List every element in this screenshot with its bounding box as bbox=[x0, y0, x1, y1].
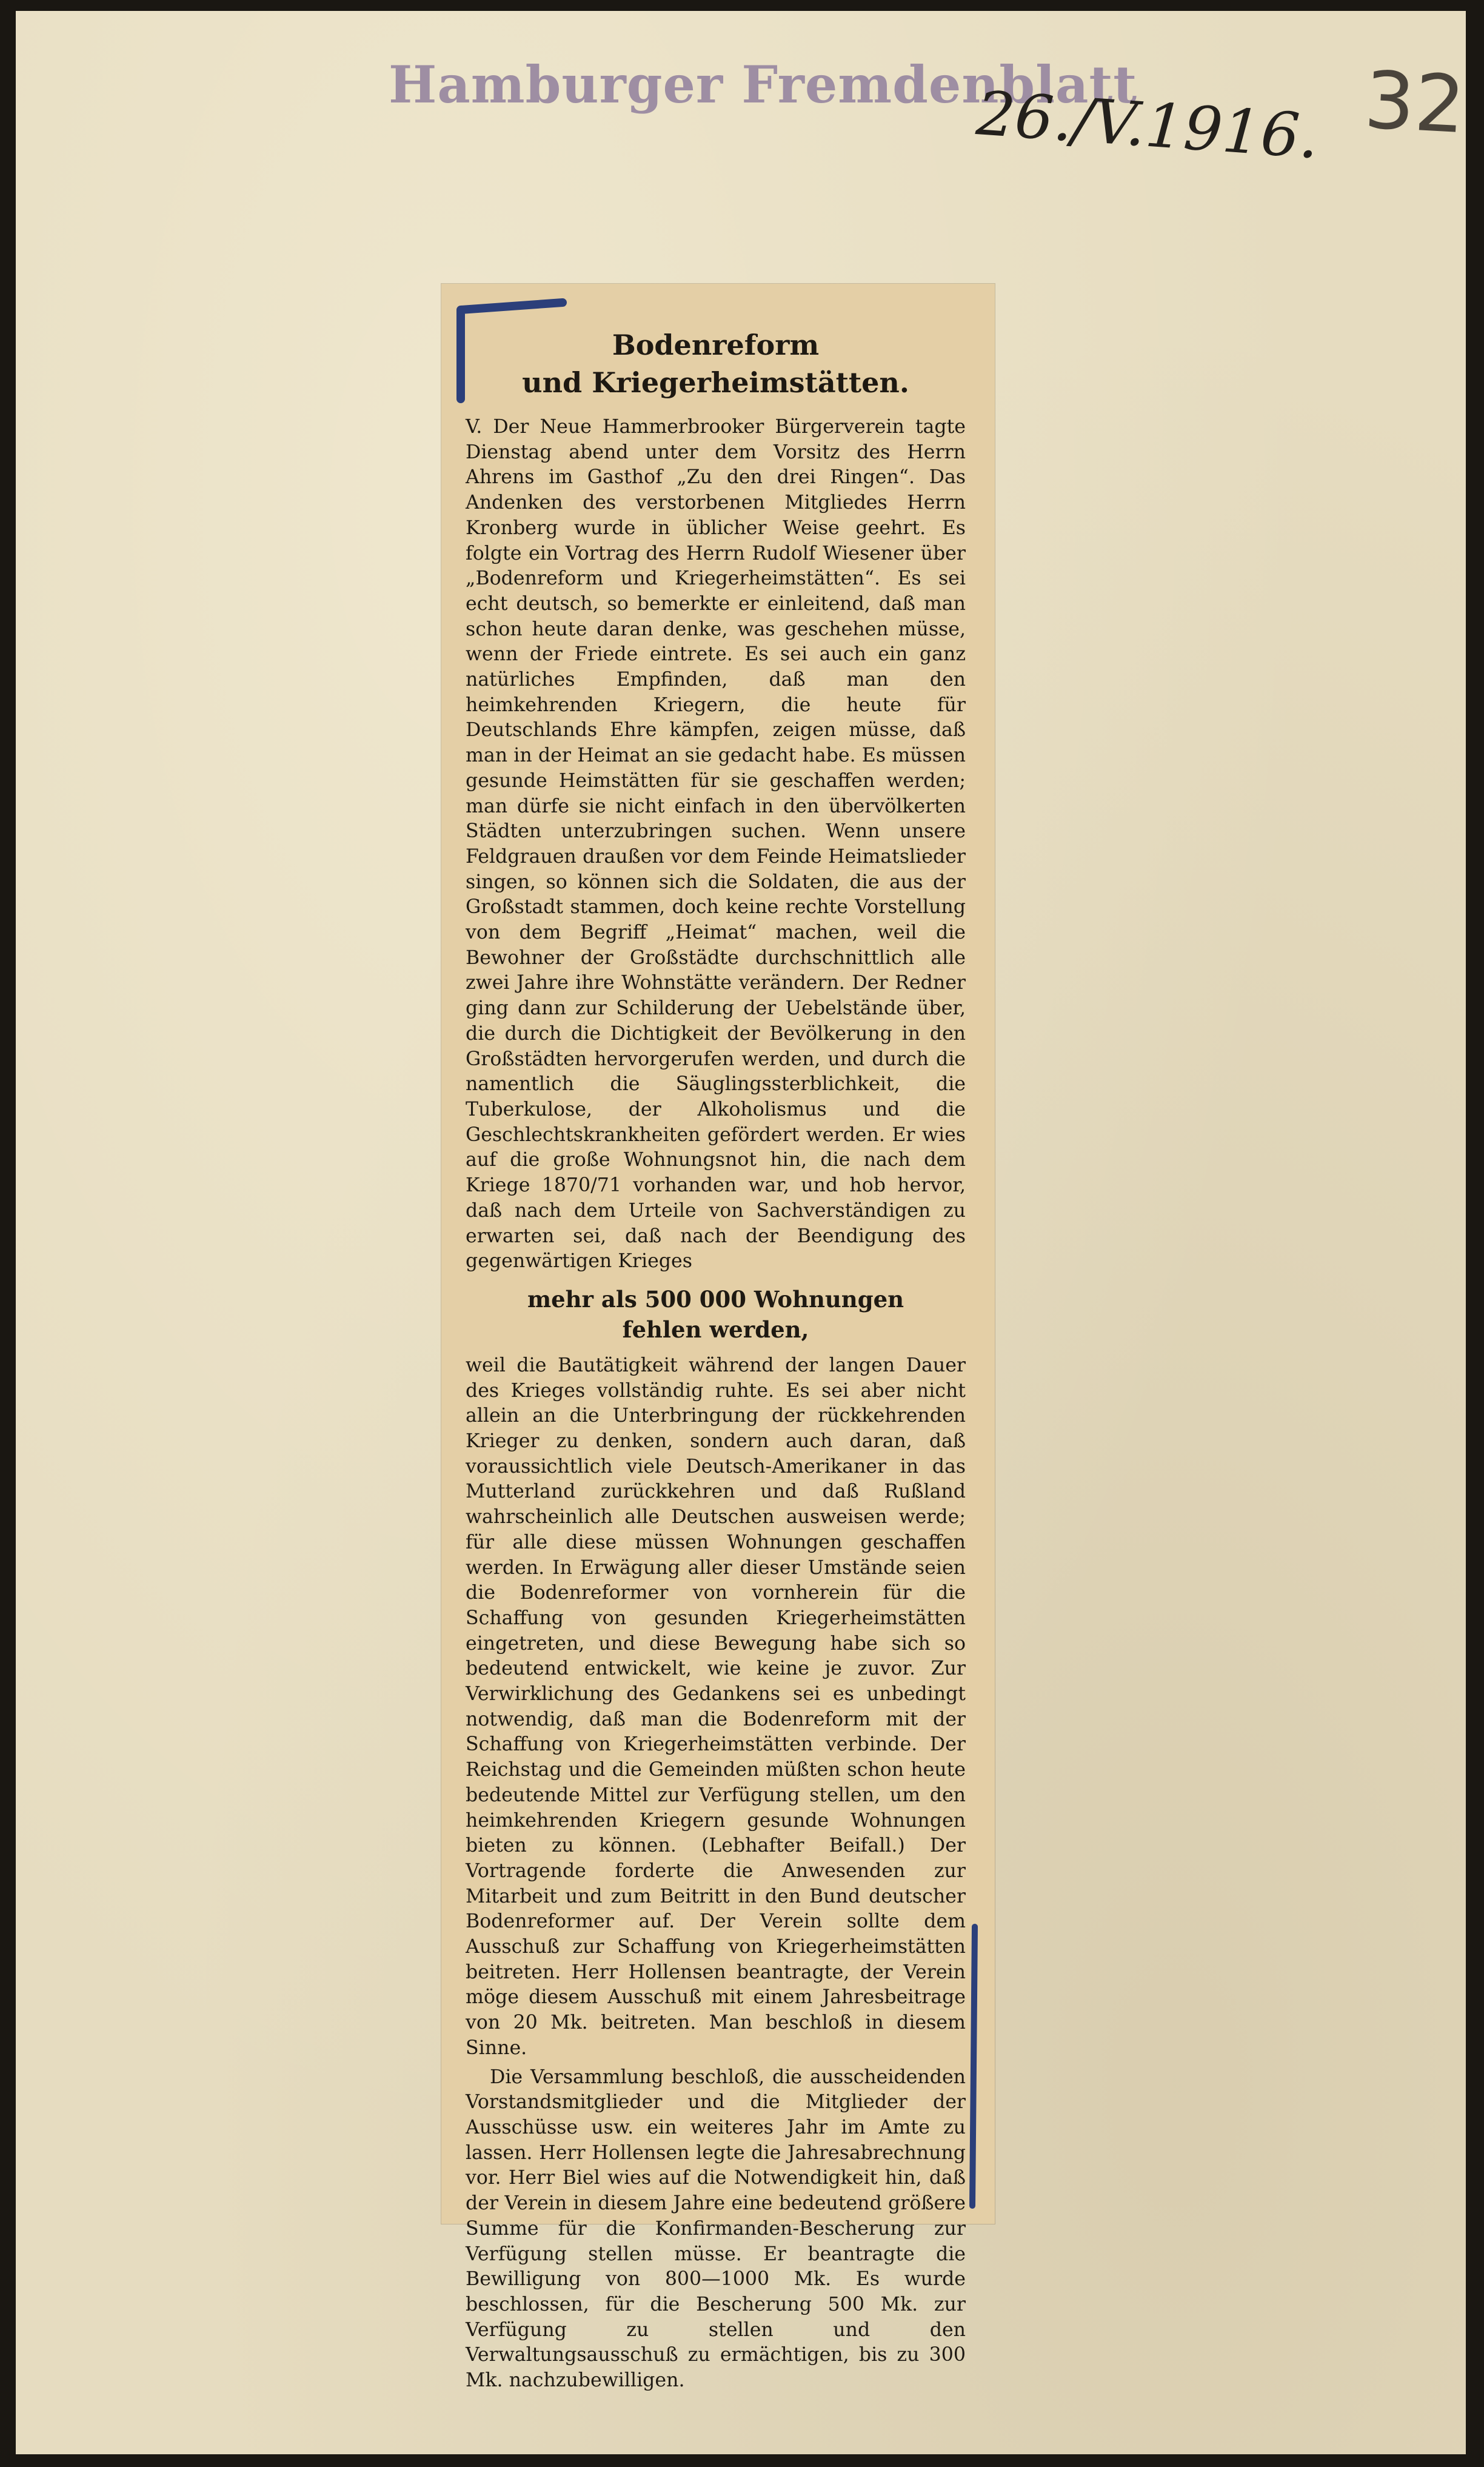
article-paragraph-3: Die Versammlung beschloß, die ausscheidenden Vorstandsmitglieder und die Mitglieder der Ausschüsse usw. ein weiteres Jahr im Amte zu lassen. Herr Hollensen legte die Jahresabrechnung vor. Herr Biel wies auf die Notwendigkeit hin, daß der Verein in diesem Jahre eine bedeutend größere Summe für die Konfirmanden-Bescherung zur Verfügung stellen müsse. Er beantragte die Bewilligung von 800—1000 Mk. Es wurde beschlossen, für die Bescherung 500 Mk. zur Verfügung zu stellen und den Verwaltungsausschuß zu ermächtigen, bis zu 300 Mk. nachzubewilligen. bbox=[466, 2066, 966, 2392]
article bbox=[466, 326, 966, 2394]
archive-sheet bbox=[16, 11, 1466, 2454]
folio-number: 32 bbox=[1362, 53, 1468, 152]
article-title bbox=[466, 326, 966, 401]
article-title-line-1: Bodenreform bbox=[612, 329, 820, 361]
article-subheading-line-1: mehr als 500 000 Wohnungen bbox=[527, 1285, 904, 1313]
article-paragraph-1: V. Der Neue Hammerbrooker Bürgerverein tagte Dienstag abend unter dem Vorsitz des Herrn Ahrens im Gasthof „Zu den drei Ringen“. Das Andenken des verstorbenen Mitgliedes Herrn Kronberg wurde in üblicher Weise geehrt. Es folgte ein Vortrag des Herrn Rudolf Wiesener über „Bodenreform und Kriegerheimstätten“. Es sei echt deutsch, so bemerkte er einleitend, daß man schon heute daran denke, was geschehen müsse, wenn der Friede eintrete. Es sei auch ein ganz natürliches Empfinden, daß man den heimkehrenden Kriegern, die heute für Deutschlands Ehre kämpfen, zeigen müsse, daß man in der Heimat an sie gedacht habe. Es müssen gesunde Heimstätten für sie geschaffen werden; man dürfe sie nicht einfach in den übervölkerten Städten unterzubringen suchen. Wenn unsere Feldgrauen draußen vor dem Feinde Heimatslieder singen, so können sich die Soldaten, die aus der Großstadt stammen, doch keine rechte Vorstellung von dem Begriff „Heimat“ machen, weil die Bewohner der Großstädte durchschnittlich alle zwei Jahre ihre Wohnstätte verändern. Der Redner ging dann zur Schilderung der Uebelstände über, die durch die Dichtigkeit der Bevölkerung in den Großstädten hervorgerufen werden, und durch die namentlich die Säuglingssterblichkeit, die Tuberkulose, der Alkoholismus und die Geschlechtskrankheiten gefördert werden. Er wies auf die große Wohnungsnot hin, die nach dem Kriege 1870/71 vorhanden war, und hob hervor, daß nach dem Urteile von Sachverständigen zu erwarten sei, daß nach der Beendigung des gegenwärtigen Krieges bbox=[466, 416, 966, 1273]
article-title-line-2: und Kriegerheimstätten. bbox=[522, 366, 909, 399]
article-subheading bbox=[466, 1284, 966, 1345]
newspaper-clipping bbox=[441, 284, 995, 2392]
newspaper-stamp: Hamburger Fremdenblatt bbox=[389, 55, 1138, 115]
handwritten-date: 26./V.1916. bbox=[974, 78, 1322, 173]
article-paragraph-2: weil die Bautätigkeit während der langen Dauer des Krieges vollständig ruhte. Es sei aber nicht allein an die Unterbringung der rückkehrenden Krieger zu denken, sondern auch daran, daß voraussichtlich viele Deutsch-Amerikaner in das Mutterland zurückkehren und daß Rußland wahrscheinlich alle Deutschen ausweisen werde; für alle diese müssen Wohnungen geschaffen werden. In Erwägung aller dieser Umstände seien die Bodenreformer von vornherein für die Schaffung von gesunden Kriegerheimstätten eingetreten, und diese Bewegung habe sich so bedeutend entwickelt, wie keine je zuvor. Zur Verwirklichung des Gedankens sei es unbedingt notwendig, daß man die Bodenreform mit der Schaffung von Kriegerheimstätten verbinde. Der Reichstag und die Gemeinden müßten schon heute bedeutende Mittel zur Verfügung stellen, um den heimkehrenden Kriegern gesunde Wohnungen bieten zu können. (Lebhafter Beifall.) Der Vortragende forderte die Anwesenden zur Mitarbeit und zum Beitritt in den Bund deutscher Bodenreformer auf. Der Verein sollte dem Ausschuß zur Schaffung von Kriegerheimstätten beitreten. Herr Hollensen beantragte, der Verein möge diesem Ausschuß mit einem Jahresbeitrage von 20 Mk. beitreten. Man beschloß in diesem Sinne. bbox=[466, 1354, 966, 2059]
blue-pencil-margin-mark-icon bbox=[961, 1921, 986, 2212]
article-subheading-line-2: fehlen werden, bbox=[622, 1316, 809, 1343]
